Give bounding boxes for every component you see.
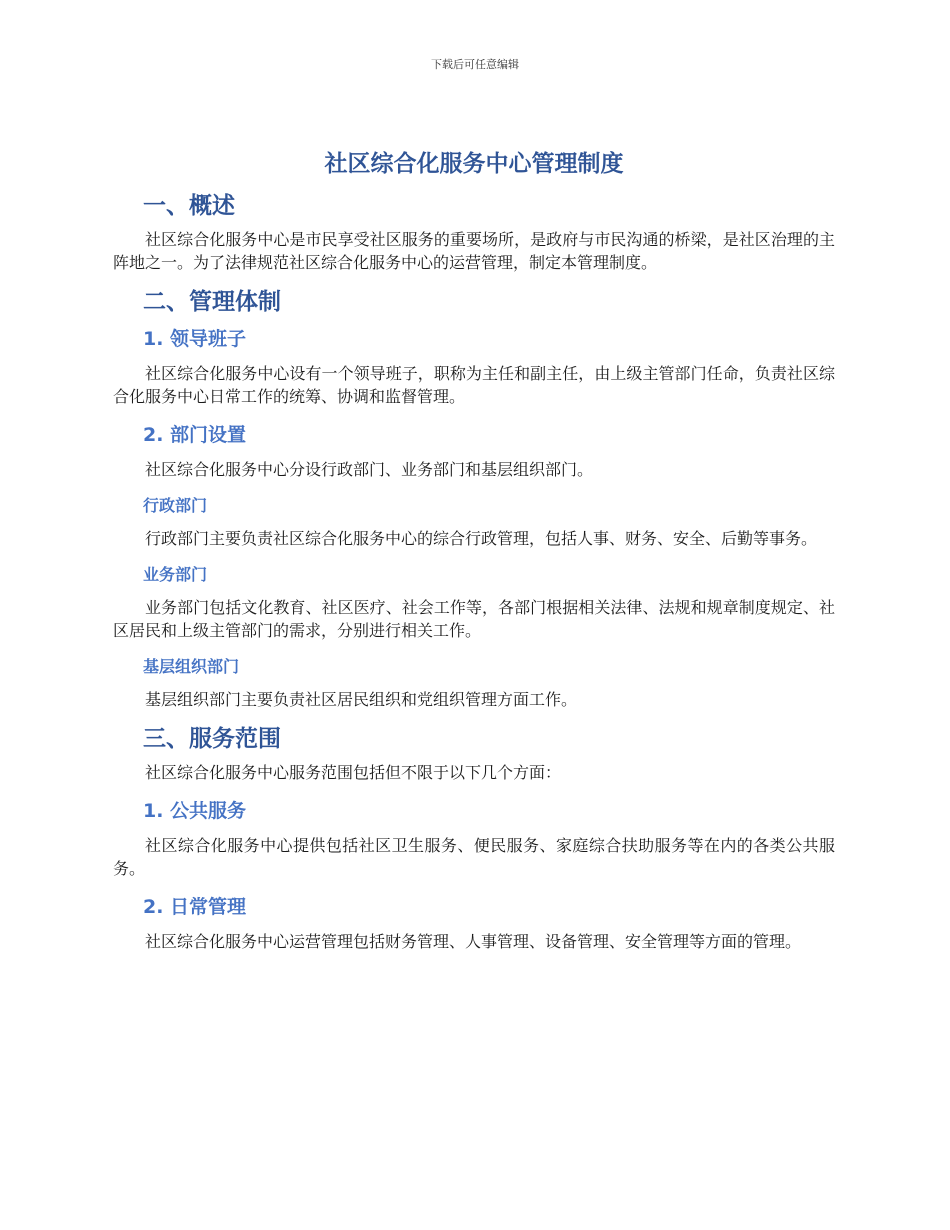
subheading-leadership: 1. 领导班子 bbox=[143, 328, 247, 350]
document-body bbox=[113, 148, 835, 965]
paragraph-departments: 社区综合化服务中心分设行政部门、业务部门和基层组织部门。 bbox=[145, 460, 594, 479]
subheading-departments: 2. 部门设置 bbox=[143, 424, 247, 446]
paragraph-scope: 社区综合化服务中心服务范围包括但不限于以下几个方面： bbox=[145, 763, 562, 782]
subheading-grassroots-department: 基层组织部门 bbox=[143, 657, 240, 676]
section-heading-overview: 一、概述 bbox=[143, 193, 235, 219]
section-heading-management: 二、管理体制 bbox=[143, 289, 281, 315]
subheading-public-service: 1. 公共服务 bbox=[143, 800, 247, 822]
subheading-business-department: 业务部门 bbox=[143, 565, 208, 584]
paragraph-admin-department: 行政部门主要负责社区综合化服务中心的综合行政管理，包括人事、财务、安全、后勤等事务。 bbox=[145, 529, 818, 548]
paragraph-public-service: 社区综合化服务中心提供包括社区卫生服务、便民服务、家庭综合扶助服务等在内的各类公共服务。 bbox=[113, 836, 835, 878]
paragraph-daily-management: 社区综合化服务中心运营管理包括财务管理、人事管理、设备管理、安全管理等方面的管理。 bbox=[145, 932, 802, 951]
subheading-admin-department: 行政部门 bbox=[143, 496, 208, 515]
subheading-daily-management: 2. 日常管理 bbox=[143, 896, 247, 918]
section-heading-scope: 三、服务范围 bbox=[143, 726, 281, 752]
document-title: 社区综合化服务中心管理制度 bbox=[324, 151, 624, 177]
paragraph-grassroots-department: 基层组织部门主要负责社区居民组织和党组织管理方面工作。 bbox=[145, 690, 578, 709]
paragraph-overview: 社区综合化服务中心是市民享受社区服务的重要场所，是政府与市民沟通的桥梁，是社区治理的主阵地之一。为了法律规范社区综合化服务中心的运营管理，制定本管理制度。 bbox=[113, 230, 835, 272]
page-header: 下载后可任意编辑 bbox=[431, 58, 519, 71]
paragraph-business-department: 业务部门包括文化教育、社区医疗、社会工作等，各部门根据相关法律、法规和规章制度规定、社区居民和上级主管部门的需求，分别进行相关工作。 bbox=[113, 598, 835, 640]
paragraph-leadership: 社区综合化服务中心设有一个领导班子，职称为主任和副主任，由上级主管部门任命，负责社区综合化服务中心日常工作的统筹、协调和监督管理。 bbox=[113, 364, 835, 406]
